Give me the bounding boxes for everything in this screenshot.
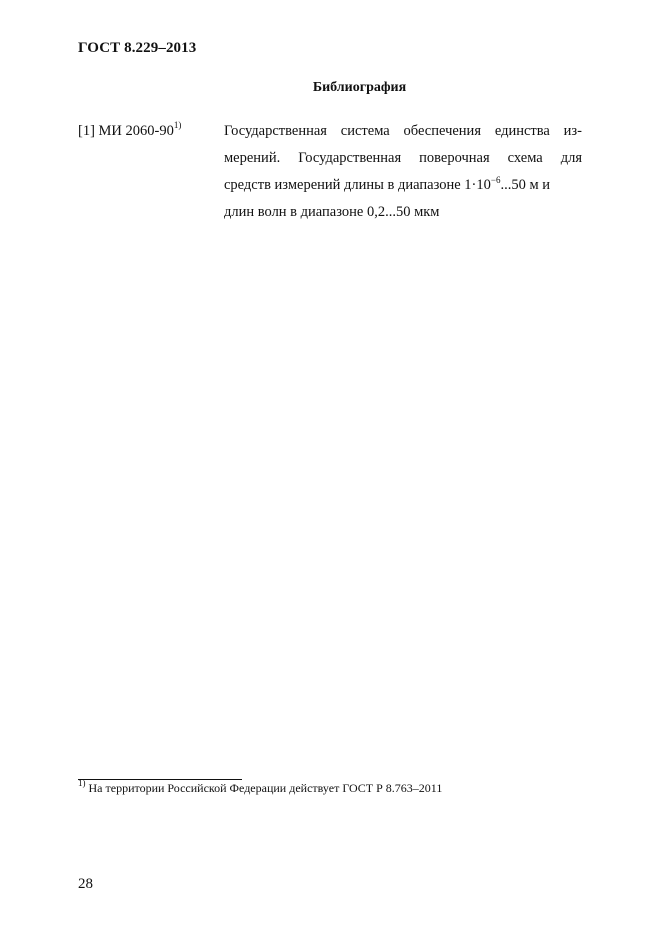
footnote-divider: [78, 779, 242, 780]
document-code-header: ГОСТ 8.229–2013: [78, 40, 197, 56]
bibliography-line: [224, 172, 582, 199]
bibliography-line-end: ...50 м и: [500, 177, 551, 193]
bibliography-line-start: средств измерений длины в диапазоне 1·10: [224, 177, 491, 193]
bibliography-line: Государственная система обеспечения единства из-: [224, 123, 582, 139]
bibliography-description: [224, 118, 582, 226]
bibliography-ref-code: [1] МИ 2060-90: [78, 123, 174, 139]
bibliography-line: длин волн в диапазоне 0,2...50 мкм: [224, 204, 440, 220]
section-title: Библиография: [312, 80, 407, 95]
footnote-mark: 1): [78, 778, 86, 788]
footnote: [78, 778, 443, 796]
footnote-mark: 1): [173, 120, 182, 131]
footnote-text: На территории Российской Федерации действует ГОСТ Р 8.763–2011: [85, 781, 443, 795]
bibliography-line: мерений. Государственная поверочная схема для: [224, 150, 582, 166]
exponent: −6: [490, 175, 501, 186]
page-number: 28: [78, 876, 93, 892]
bibliography-ref: [78, 118, 181, 144]
